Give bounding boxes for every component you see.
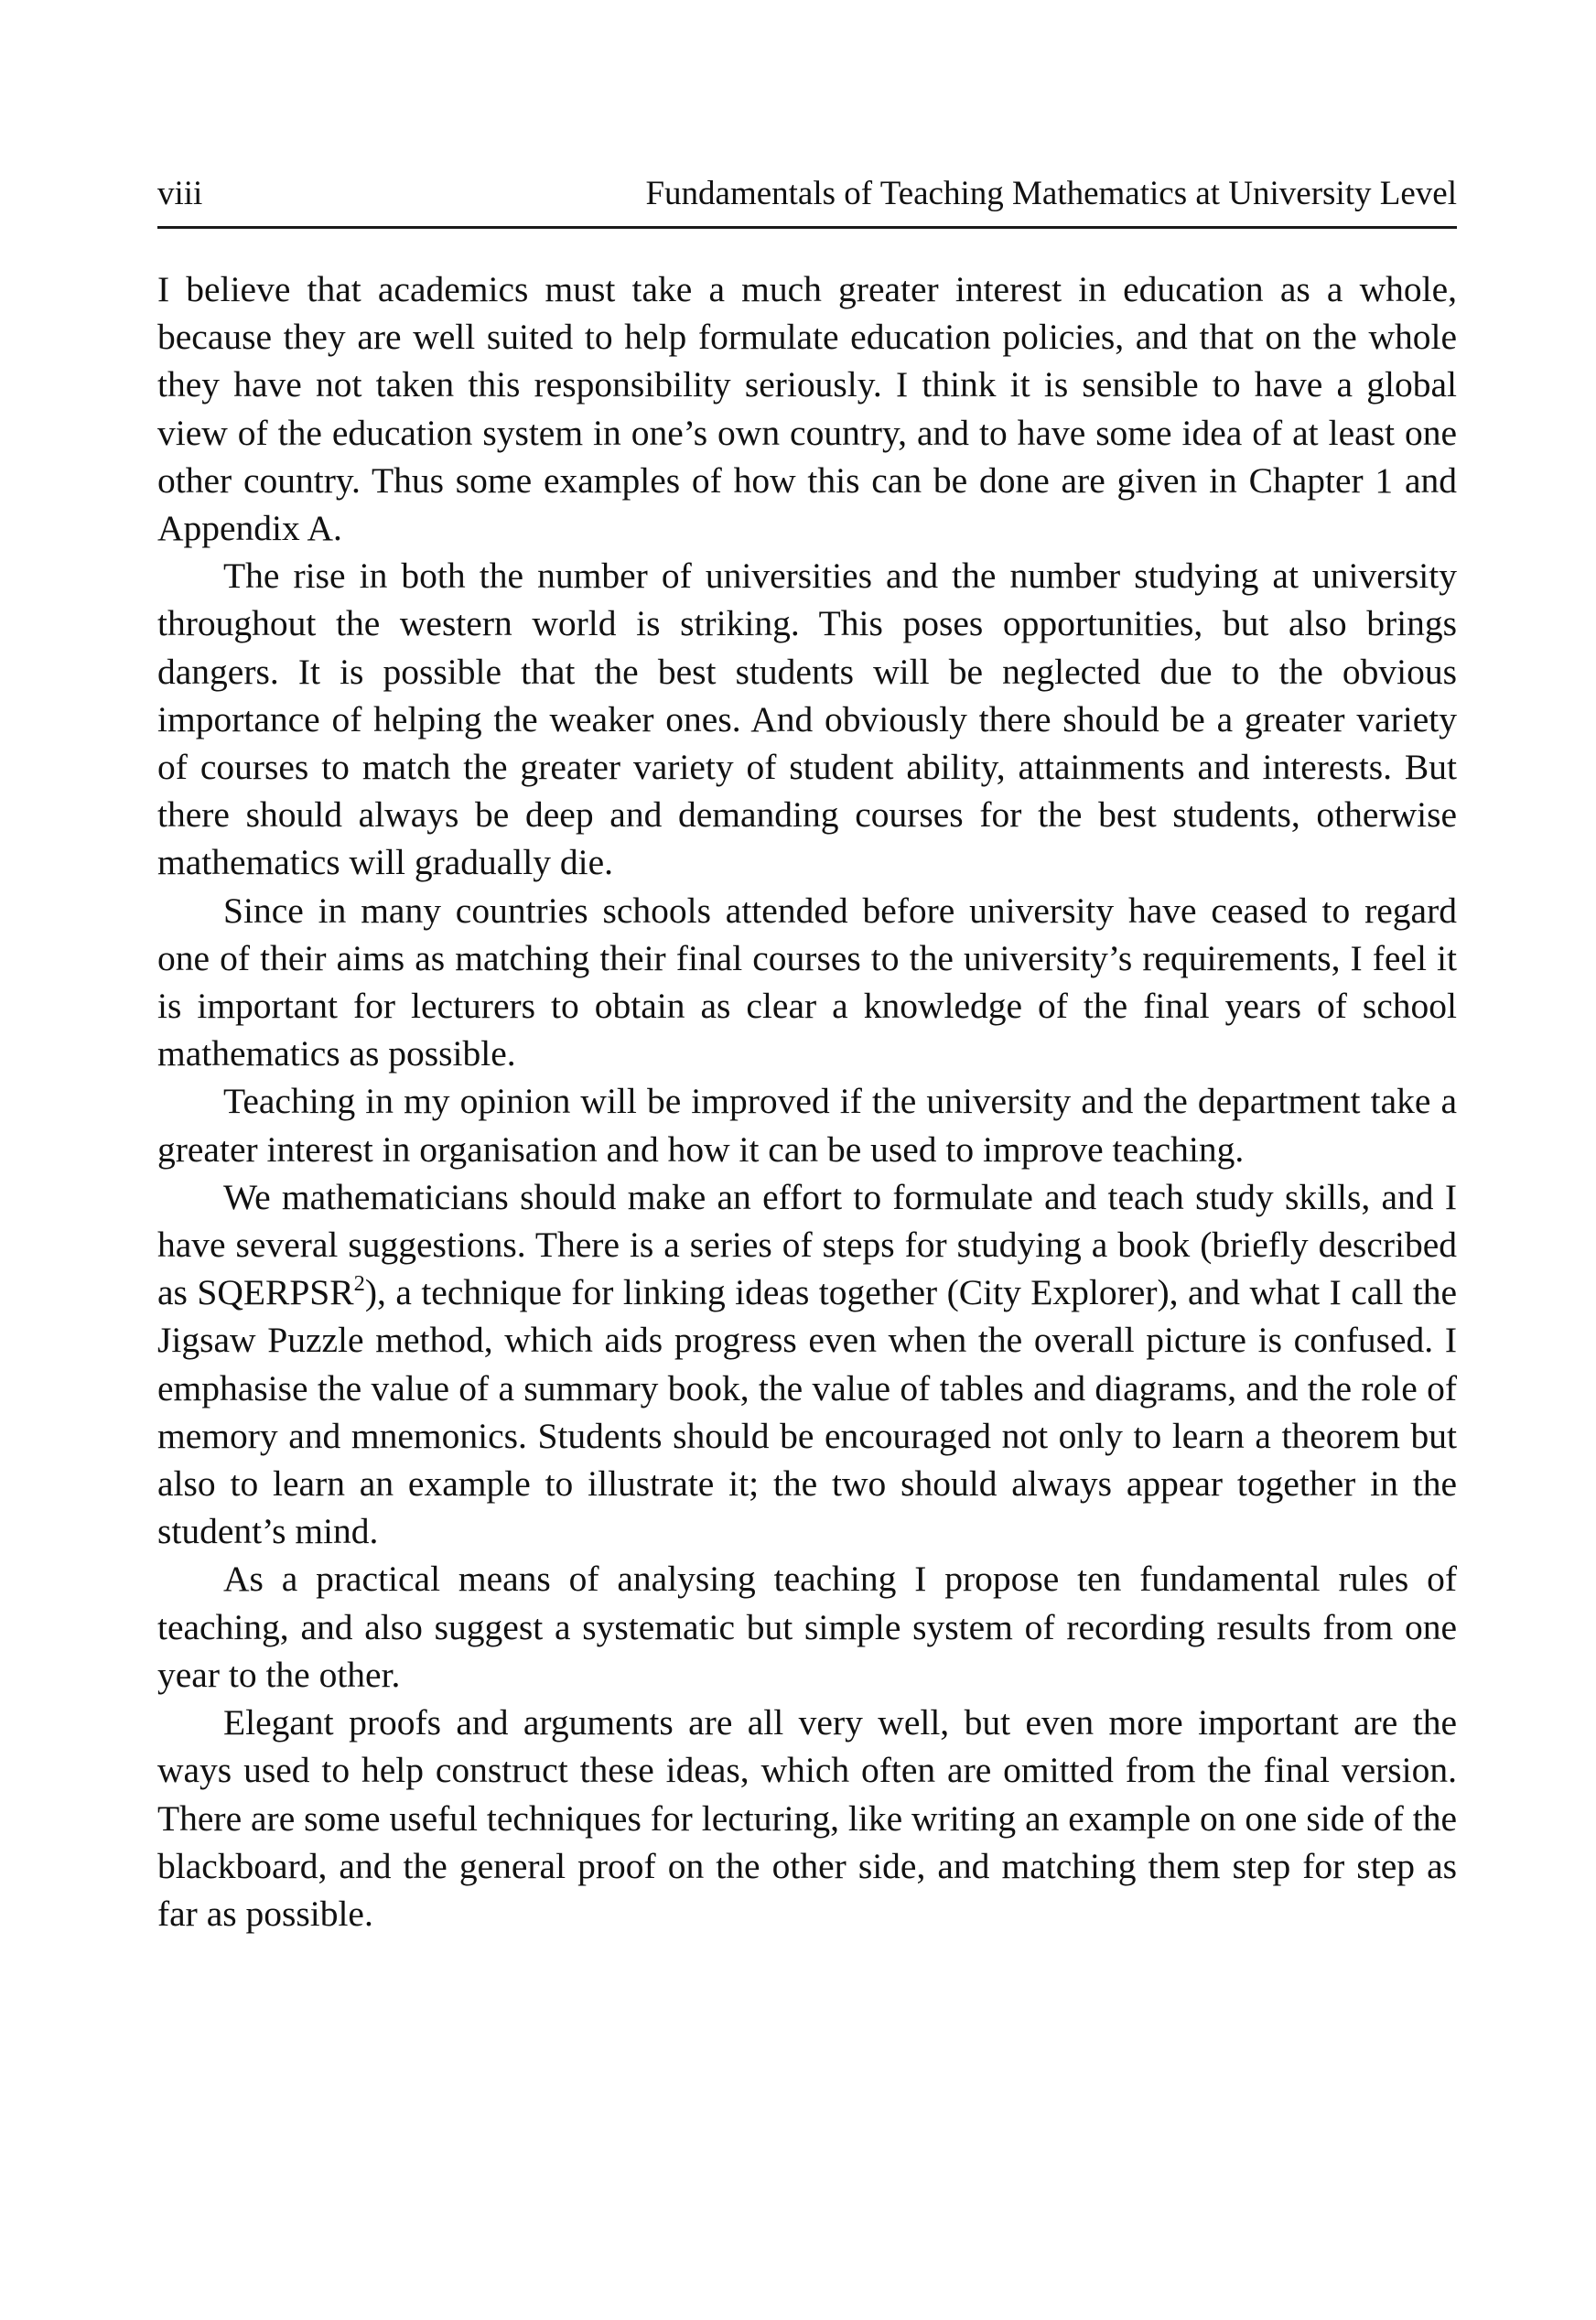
paragraph-university-growth: The rise in both the number of universities and the number studying at university throughout the western world is striking. This poses opportunities, but also brings dangers. It is possible that the best students will be neglected due to the obvious importance of helping the weaker ones. And obviously there should be a greater variety of courses to match the greater variety of student ability, attainments and interests. But there should always be deep and demanding courses for the best students, otherwise mathematics will gradually die. <box>157 556 1457 883</box>
running-head <box>157 170 1457 229</box>
paragraph-school-requirements: Since in many countries schools attended before university have ceased to regard one of their aims as matching their final courses to the university’s requirements, I feel it is important for lecturers to obtain as clear a knowledge of the final years of school mathematics as possible. <box>157 890 1457 1074</box>
study-skills-text-end: ), a technique for linking ideas together (City Explorer), and what I call the Jigsaw Puzzle method, which aids progress even when the overall picture is confused. I emphasise the value of a summary book, the value of tables and diagrams, and the role of memory and mnemonics. Students should be encouraged not only to learn a theorem but also to learn an example to illustrate it; the two should always appear together in the student’s mind. <box>157 1272 1457 1552</box>
footnote-marker: 2 <box>353 1271 365 1297</box>
page-number: viii <box>157 175 203 212</box>
paragraph-lecturing-techniques: Elegant proofs and arguments are all very well, but even more important are the ways used to help construct these ideas, which often are omitted from the final version. There are some useful techniques for lecturing, like writing an example on one side of the blackboard, and the general proof on the other side, and matching them step for step as far as possible. <box>157 1702 1457 1934</box>
paragraph-academics: I believe that academics must take a much greater interest in education as a whole, because they are well suited to help formulate education policies, and that on the whole they have not taken this responsibility seriously. I think it is sensible to have a global view of the education system in one’s own country, and to have some idea of at least one other country. Thus some examples of how this can be done are given in Chapter 1 and Appendix A. <box>157 269 1457 549</box>
book-title: Fundamentals of Teaching Mathematics at University Level <box>645 175 1457 212</box>
study-skills-text-start: We mathematicians should make an effort to formulate and teach study skills, and I have several suggestions. There is a series of steps for studying a book (briefly described as SQERPSR <box>157 1176 1457 1313</box>
paragraph-study-skills <box>157 1173 1457 1556</box>
paragraph-fundamental-rules: As a practical means of analysing teaching I propose ten fundamental rules of teaching, and also suggest a systematic but simple system of recording results from one year to the other. <box>157 1559 1457 1695</box>
paragraph-organisation: Teaching in my opinion will be improved if the university and the department take a greater interest in organisation and how it can be used to improve teaching. <box>157 1081 1457 1170</box>
body-text <box>157 265 1457 1937</box>
